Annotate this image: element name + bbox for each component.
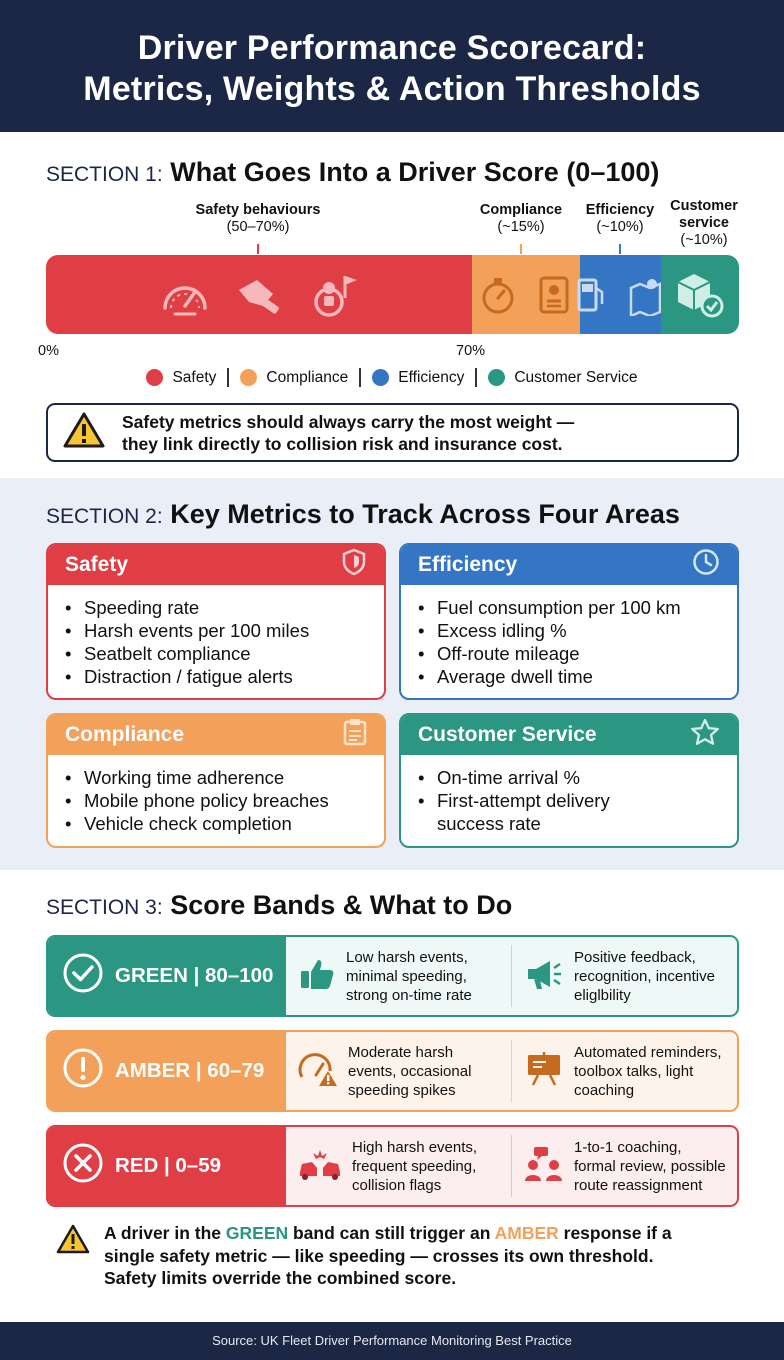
note-text-fragment: A driver in the [104, 1223, 226, 1243]
score-band-red-text: RED | 0–59 [115, 1154, 222, 1177]
stopwatch-icon [480, 274, 516, 316]
metric-card-customer-service [399, 713, 739, 848]
label-customer-service-name: Customer service [670, 198, 738, 231]
metric-card-efficiency-list [401, 585, 737, 688]
label-efficiency-weight: (~10%) [596, 219, 644, 235]
logbook-icon [538, 274, 572, 316]
clipboard-icon [343, 718, 367, 752]
override-note-line3: Safety limits override the combined score. [104, 1268, 457, 1288]
score-band-green-actions [512, 937, 737, 1015]
action-line: 1-to-1 coaching, [574, 1138, 682, 1156]
warning-text-line2: they link directly to collision risk and insurance cost. [122, 433, 563, 454]
label-efficiency [578, 202, 662, 236]
label-efficiency-tick [619, 244, 621, 254]
score-band-red-actions [512, 1127, 737, 1205]
driver-alert-icon [307, 272, 359, 318]
thumbs-up-icon [298, 956, 336, 997]
safety-weight-warning [46, 403, 739, 462]
list-item: • Harsh events per 100 miles [65, 619, 384, 642]
action-line: route reassignment [574, 1176, 703, 1194]
list-item: • Fuel consumption per 100 km [418, 596, 737, 619]
score-band-amber-actions-text [574, 1043, 722, 1100]
label-safety-tick [257, 244, 259, 254]
score-band-amber-criteria [286, 1032, 511, 1110]
check-circle-icon [62, 952, 104, 1000]
warning-text [122, 411, 574, 455]
note-green-highlight: GREEN [225, 1223, 289, 1243]
score-band-red-actions-text [574, 1138, 726, 1195]
warning-icon [56, 1224, 90, 1290]
metric-card-compliance [46, 713, 386, 848]
legend-item-customer-service [488, 369, 637, 387]
criteria-line: events, occasional [348, 1062, 472, 1080]
section3-heading [46, 890, 512, 921]
legend-swatch-safety [146, 369, 163, 386]
list-item: • First-attempt delivery [418, 789, 737, 812]
label-safety-name: Safety behaviours [195, 202, 321, 218]
legend-label-safety: Safety [172, 368, 217, 386]
legend-label-compliance: Compliance [266, 368, 349, 386]
speed-warning-icon [298, 1051, 338, 1092]
legend-item-safety [146, 369, 216, 387]
score-band-green-label [48, 937, 286, 1015]
weight-segment-safety [46, 255, 472, 334]
clock-icon [692, 548, 720, 582]
car-collision-icon [298, 1146, 342, 1187]
section2-title: Key Metrics to Track Across Four Areas [170, 499, 680, 529]
legend-swatch-efficiency [372, 369, 389, 386]
exclamation-circle-icon [62, 1047, 104, 1095]
label-customer-service-weight: (~10%) [680, 232, 728, 248]
page-title-line1: Driver Performance Scorecard: [137, 29, 647, 67]
override-note-text [104, 1222, 672, 1290]
override-note [56, 1222, 746, 1290]
criteria-line: High harsh events, [352, 1138, 478, 1156]
list-item: • Average dwell time [418, 665, 737, 688]
one-to-one-coaching-icon [524, 1146, 564, 1187]
presentation-board-icon [524, 1051, 564, 1092]
legend-label-customer-service: Customer Service [514, 368, 638, 386]
page-title-line2: Metrics, Weights & Action Thresholds [83, 70, 701, 108]
score-band-amber [46, 1030, 739, 1112]
score-band-red [46, 1125, 739, 1207]
label-compliance-weight: (~15%) [497, 219, 545, 235]
label-compliance-tick [520, 244, 522, 254]
metric-card-customer-service-header [401, 715, 737, 755]
score-band-amber-text: AMBER | 60–79 [115, 1059, 265, 1082]
action-line: toolbox talks, light [574, 1062, 694, 1080]
source-footer [0, 1322, 784, 1360]
list-item: • Working time adherence [65, 766, 384, 789]
label-compliance [468, 202, 574, 236]
fuel-pump-icon [576, 274, 606, 316]
criteria-line: minimal speeding, [346, 967, 467, 985]
score-band-green-actions-text [574, 948, 715, 1005]
criteria-line: collision flags [352, 1176, 442, 1194]
star-icon [690, 718, 720, 752]
axis-mark-label: 70% [456, 343, 486, 359]
action-line: Positive feedback, [574, 948, 696, 966]
metric-card-compliance-header [48, 715, 384, 755]
source-text: Source: UK Fleet Driver Performance Monitoring Best Practice [212, 1333, 572, 1348]
list-item: • Speeding rate [65, 596, 384, 619]
label-compliance-name: Compliance [479, 202, 563, 218]
weight-segment-compliance [472, 255, 579, 334]
score-band-green-text: GREEN | 80–100 [115, 964, 274, 987]
score-band-red-criteria [286, 1127, 511, 1205]
note-text-fragment: band can still trigger an [288, 1223, 495, 1243]
legend-item-compliance [240, 369, 348, 387]
x-circle-icon [62, 1142, 104, 1190]
label-customer-service [661, 198, 747, 249]
metric-card-efficiency-title: Efficiency [418, 553, 518, 576]
metric-card-efficiency [399, 543, 739, 700]
override-note-line2: single safety metric — like speeding — crosses its own threshold. [104, 1245, 654, 1266]
action-line: recognition, incentive [574, 967, 715, 985]
list-item: success rate [437, 813, 541, 834]
score-band-green [46, 935, 739, 1017]
section1-heading [46, 157, 659, 188]
section2-heading [46, 499, 680, 530]
criteria-line: frequent speeding, [352, 1157, 477, 1175]
metric-card-safety-list [48, 585, 384, 688]
weight-legend [0, 368, 784, 387]
metric-card-customer-service-list [401, 755, 737, 835]
score-band-red-criteria-text [352, 1138, 477, 1195]
note-text-fragment: response if a [558, 1223, 672, 1243]
route-map-icon [628, 274, 664, 316]
action-line: formal review, possible [574, 1157, 726, 1175]
criteria-line: strong on-time rate [346, 986, 472, 1004]
action-line: eliglbility [574, 986, 631, 1004]
list-item: • On-time arrival % [418, 766, 737, 789]
warning-icon [62, 411, 106, 454]
legend-swatch-compliance [240, 369, 257, 386]
legend-item-efficiency [372, 369, 464, 387]
metric-card-compliance-list [48, 755, 384, 835]
section2-prefix: SECTION 2: [46, 505, 163, 528]
criteria-line: Low harsh events, [346, 948, 468, 966]
warning-text-line1: Safety metrics should always carry the most weight — [122, 411, 575, 432]
note-amber-highlight: AMBER [494, 1223, 559, 1243]
section1-prefix: SECTION 1: [46, 163, 163, 186]
list-item: • Mobile phone policy breaches [65, 789, 384, 812]
label-safety-weight: (50–70%) [226, 219, 290, 235]
weight-bar [46, 255, 739, 334]
metric-card-safety-header [48, 545, 384, 585]
axis-start-label: 0% [38, 343, 59, 359]
legend-label-efficiency: Efficiency [398, 368, 465, 386]
metric-card-compliance-title: Compliance [65, 723, 185, 746]
score-band-green-criteria-text [346, 948, 472, 1005]
criteria-line: speeding spikes [348, 1081, 456, 1099]
legend-divider [359, 368, 361, 387]
weight-segment-efficiency [580, 255, 662, 334]
score-band-amber-label [48, 1032, 286, 1110]
list-item: • Seatbelt compliance [65, 642, 384, 665]
harsh-braking-icon [233, 272, 285, 318]
score-band-amber-criteria-text [348, 1043, 471, 1100]
megaphone-icon [524, 956, 564, 997]
legend-divider [475, 368, 477, 387]
parcel-check-icon [672, 270, 728, 320]
legend-divider [227, 368, 229, 387]
list-item: • Vehicle check completion [65, 812, 384, 835]
score-band-red-label [48, 1127, 286, 1205]
speedometer-icon [159, 272, 211, 318]
section1-title: What Goes Into a Driver Score (0–100) [170, 157, 660, 187]
score-band-amber-actions [512, 1032, 737, 1110]
metric-card-safety [46, 543, 386, 700]
list-item: • Off-route mileage [418, 642, 737, 665]
section3-prefix: SECTION 3: [46, 896, 163, 919]
metric-card-customer-service-title: Customer Service [418, 723, 597, 746]
metric-card-safety-title: Safety [65, 553, 129, 576]
criteria-line: Moderate harsh [348, 1043, 454, 1061]
weight-segment-customer-service [661, 255, 739, 334]
override-note-line1 [104, 1222, 672, 1245]
shield-icon [341, 548, 367, 582]
section3-title: Score Bands & What to Do [170, 890, 513, 920]
label-safety [170, 202, 346, 236]
page-header [0, 0, 784, 132]
action-line: Automated reminders, [574, 1043, 722, 1061]
legend-swatch-customer-service [488, 369, 505, 386]
label-efficiency-name: Efficiency [585, 202, 655, 218]
metric-card-efficiency-header [401, 545, 737, 585]
list-item: • Excess idling % [418, 619, 737, 642]
action-line: coaching [574, 1081, 635, 1099]
score-band-green-criteria [286, 937, 511, 1015]
list-item: • Distraction / fatigue alerts [65, 665, 384, 688]
